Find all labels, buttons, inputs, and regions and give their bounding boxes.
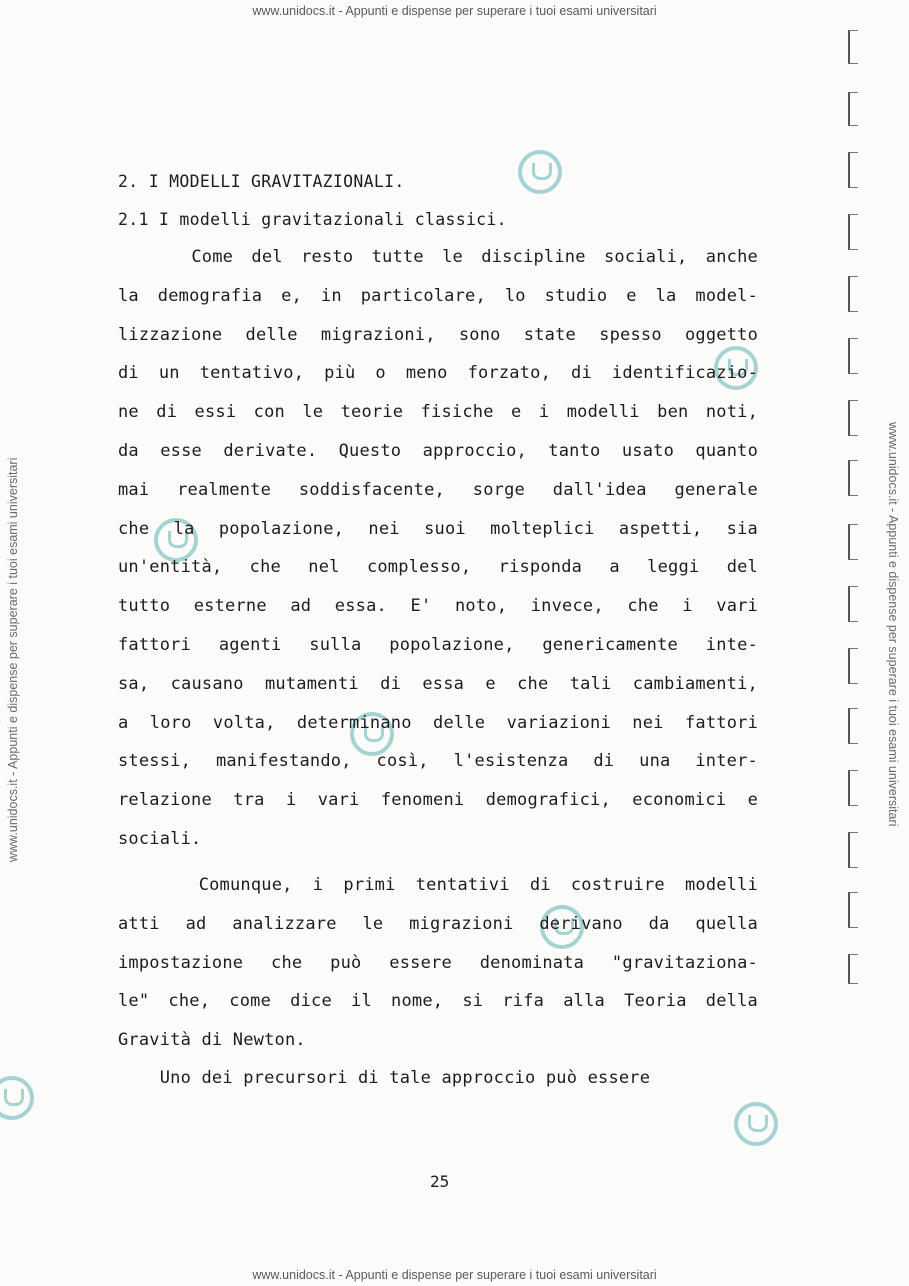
text-line: ne di essi con le teorie fisiche e i modelli ben noti, xyxy=(118,402,758,423)
text-line: atti ad analizzare le migrazioni derivano da quella xyxy=(118,913,758,934)
text-line: Come del resto tutte le discipline sociali, anche xyxy=(118,247,758,267)
text-line: a loro volta, determinano delle variazioni nei fattori xyxy=(118,712,758,733)
watermark-left: www.unidocs.it - Appunti e dispense per superare i tuoi esami universitari xyxy=(6,457,20,862)
text-line: di un tentativo, più o meno forzato, di identificazio- xyxy=(118,363,758,384)
text-line: tutto esterne ad essa. E' noto, invece, che i vari xyxy=(118,596,758,617)
text-line: che la popolazione, nei suoi molteplici aspetti, sia xyxy=(118,518,758,539)
text-line: Comunque, i primi tentativi di costruire modelli xyxy=(118,875,758,895)
text-line: la demografia e, in particolare, lo studio e la model- xyxy=(118,285,758,306)
watermark-bottom: www.unidocs.it - Appunti e dispense per superare i tuoi esami universitari xyxy=(252,1268,657,1282)
watermark-top: www.unidocs.it - Appunti e dispense per superare i tuoi esami universitari xyxy=(252,4,657,18)
text-line: un'entità, che nel complesso, risponda a leggi del xyxy=(118,557,758,578)
text-line: Uno dei precursori di tale approccio può essere xyxy=(118,1068,651,1088)
text-line: Gravità di Newton. xyxy=(118,1030,306,1051)
text-line: le" che, come dice il nome, si rifa alla Teoria della xyxy=(118,991,758,1012)
page-number: 25 xyxy=(430,1172,450,1191)
watermark-right: www.unidocs.it - Appunti e dispense per superare i tuoi esami universitari xyxy=(886,422,900,827)
text-line: lizzazione delle migrazioni, sono state spesso oggetto xyxy=(118,324,758,345)
text-line: da esse derivate. Questo approccio, tanto usato quanto xyxy=(118,441,758,461)
text-line: impostazione che può essere denominata "gravitaziona- xyxy=(118,952,758,973)
text-line: sa, causano mutamenti di essa e che tali cambiamenti, xyxy=(118,673,758,694)
text-line: stessi, manifestando, così, l'esistenza di una inter- xyxy=(118,751,758,772)
text-line: mai realmente soddisfacente, sorge dall'idea generale xyxy=(118,479,758,500)
chapter-heading: 2. I MODELLI GRAVITAZIONALI. xyxy=(118,172,405,191)
text-line: fattori agenti sulla popolazione, genericamente inte- xyxy=(118,635,758,655)
section-heading: 2.1 I modelli gravitazionali classici. xyxy=(118,210,507,229)
text-line: sociali. xyxy=(118,829,202,849)
text-line: relazione tra i vari fenomeni demografici, economici e xyxy=(118,790,758,811)
